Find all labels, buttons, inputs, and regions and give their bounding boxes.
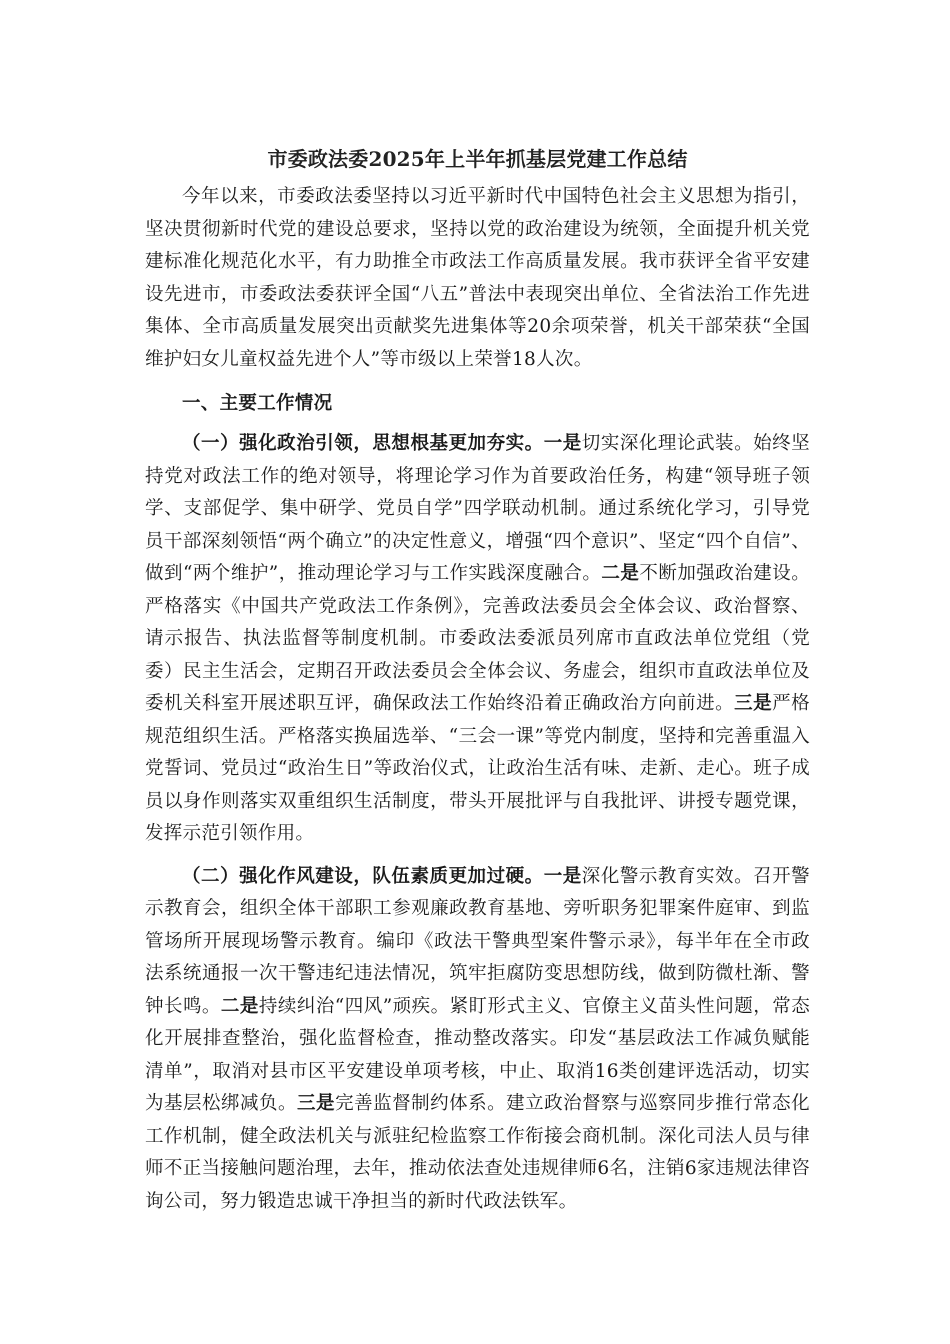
paragraph-lead: （二）强化作风建设，队伍素质更加过硬。 xyxy=(182,865,544,887)
point-marker: 二是 xyxy=(601,563,640,584)
point-text: 不断加强政治建设。严格落实《中国共产党政法工作条例》，完善政法委员会全体会议、政治督察、请示报告、执法监督等制度机制。市委政法委派员列席市直政法单位党组（党委）民主生活会，定期召开政法委员会全体会议、务虚会，组织市直政法单位及委机关科室开展述职互评，确保政法工作始终沿着正确政治方向前进。 xyxy=(145,563,811,714)
paragraph-work-style xyxy=(145,861,810,1219)
document-body xyxy=(145,143,810,1218)
point-marker: 一是 xyxy=(543,865,582,887)
point-marker: 三是 xyxy=(734,693,773,714)
document-title: 市委政法委2025年上半年抓基层党建工作总结 xyxy=(267,147,688,171)
point-text: 持续纠治“四风”顽疾。紧盯形式主义、官僚主义苗头性问题，常态化开展排查整治，强化监督检查，推动整改落实。印发“基层政法工作减负赋能清单”，取消对县市区平安建设单项考核，中止、取消16类创建评选活动，切实为基层松绑减负。 xyxy=(145,995,810,1114)
point-text: 完善监督制约体系。建立政治督察与巡察同步推行常态化工作机制，健全政法机关与派驻纪检监察工作衔接会商机制。深化司法人员与律师不正当接触问题治理，去年，推动依法查处违规律师6名，注销6家违规法律咨询公司，努力锻造忠诚干净担当的新时代政法铁军。 xyxy=(145,1093,810,1212)
point-text: 深化警示教育实效。召开警示教育会，组织全体干部职工参观廉政教育基地、旁听职务犯罪案件庭审、到监管场所开展现场警示教育。编印《政法干警典型案件警示录》，每半年在全市政法系统通报一次干警违纪违法情况，筑牢拒腐防变思想防线，做到防微杜渐、警钟长鸣。 xyxy=(145,865,810,1017)
point-marker: 三是 xyxy=(297,1093,336,1114)
point-marker: 二是 xyxy=(220,995,259,1017)
section-heading-main-work: 一、主要工作情况 xyxy=(182,393,333,414)
point-text: 切实深化理论武装。始终坚持党对政法工作的绝对领导，将理论学习作为首要政治任务，构建“领导班子领学、支部促学、集中研学、党员自学”四学联动机制。通过系统化学习，引导党员干部深刻领悟“两个确立”的决定性意义，增强“四个意识”、坚定“四个自信”、做到“两个维护”，推动理论学习与工作实践深度融合。 xyxy=(145,433,810,584)
intro-paragraph: 今年以来，市委政法委坚持以习近平新时代中国特色社会主义思想为指引，坚决贯彻新时代党的建设总要求，坚持以党的政治建设为统领，全面提升机关党建标准化规范化水平，有力助推全市政法工作高质量发展。我市获评全省平安建设先进市，市委政法委获评全国“八五”普法中表现突出单位、全省法治工作先进集体、全市高质量发展突出贡献奖先进集体等20余项荣誉，机关干部荣获“全国维护妇女儿童权益先进个人”等市级以上荣誉18人次。 xyxy=(145,186,810,370)
paragraph-lead: （一）强化政治引领，思想根基更加夯实。 xyxy=(182,433,544,454)
paragraph-political-guidance xyxy=(145,428,810,851)
point-marker: 一是 xyxy=(543,433,582,454)
point-text: 严格规范组织生活。严格落实换届选举、“三会一课”等党内制度，坚持和完善重温入党誓词、党员过“政治生日”等政治仪式，让政治生活有味、走新、走心。班子成员以身作则落实双重组织生活制度，带头开展批评与自我批评、讲授专题党课，发挥示范引领作用。 xyxy=(145,693,810,844)
